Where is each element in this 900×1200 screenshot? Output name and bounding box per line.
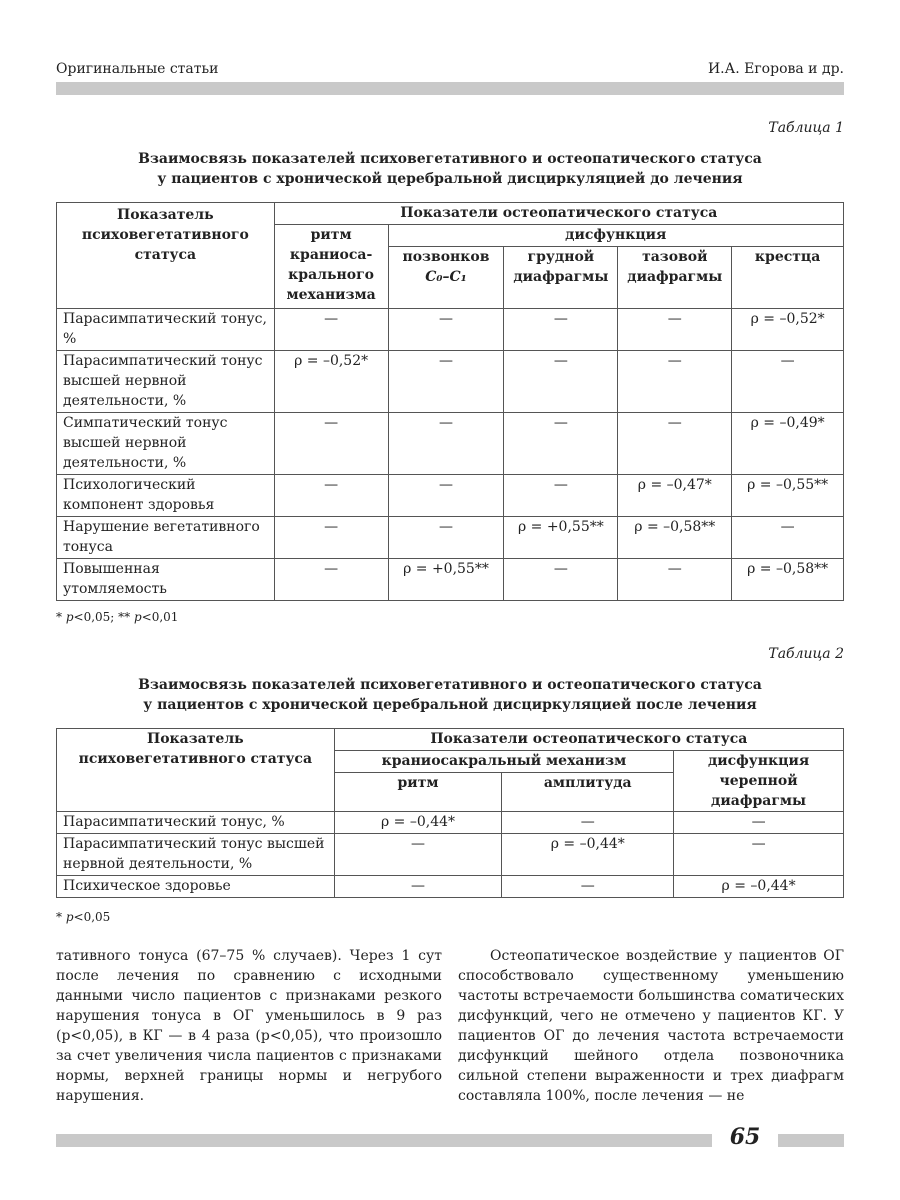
footnote-p: p xyxy=(133,610,142,624)
cell: — xyxy=(388,413,504,475)
cell: — xyxy=(618,559,732,601)
cell: — xyxy=(732,351,844,413)
cell: ρ = –0,58** xyxy=(618,517,732,559)
footnote-text: <0,05; ** xyxy=(73,610,134,624)
cell: — xyxy=(274,517,388,559)
table1-header-rhythm: ритм краниоса-крального механизма xyxy=(274,225,388,309)
table2-header-row-label: Показатель психовегетативного статуса xyxy=(57,729,335,812)
table1-header-pelvic: тазовой диафрагмы xyxy=(618,247,732,309)
cell: ρ = –0,47* xyxy=(618,475,732,517)
cell: — xyxy=(388,517,504,559)
table-row xyxy=(57,834,844,876)
cell: — xyxy=(504,475,618,517)
row-label: Симпатический тонус высшей нервной деятельности, % xyxy=(57,413,275,475)
table-row xyxy=(57,309,844,351)
cell: ρ = –0,49* xyxy=(732,413,844,475)
cell: — xyxy=(274,559,388,601)
cell: — xyxy=(618,413,732,475)
cell: — xyxy=(388,475,504,517)
footer-rule-left xyxy=(56,1134,712,1147)
table2-header-rhythm: ритм xyxy=(334,773,502,812)
cell: — xyxy=(674,834,844,876)
table1-footnote xyxy=(56,610,178,624)
row-label: Нарушение вегетативного тонуса xyxy=(57,517,275,559)
table2 xyxy=(56,728,844,898)
cell: ρ = –0,52* xyxy=(732,309,844,351)
table1-title-line1: Взаимосвязь показателей психовегетативного и остеопатического статуса xyxy=(138,151,762,167)
table2-header-amplitude: амплитуда xyxy=(502,773,674,812)
cell: ρ = –0,44* xyxy=(674,876,844,898)
table1-title-line2: у пациентов с хронической церебральной дисциркуляцией до лечения xyxy=(157,171,743,187)
footnote-text: * xyxy=(56,610,66,624)
footnote-p: p xyxy=(65,610,74,624)
table1-header-vertebrae-label: позвонков xyxy=(402,249,490,265)
table1-header-vertebrae-sub: C₀–C₁ xyxy=(425,269,467,285)
header-rule xyxy=(56,82,844,95)
cell: — xyxy=(674,812,844,834)
cell: — xyxy=(334,834,502,876)
table-row xyxy=(57,351,844,413)
footnote-text: <0,05 xyxy=(73,910,111,924)
cell: ρ = +0,55** xyxy=(388,559,504,601)
cell: — xyxy=(274,309,388,351)
table-row xyxy=(57,559,844,601)
authors: И.А. Егорова и др. xyxy=(707,61,844,77)
table-row xyxy=(57,876,844,898)
table2-title-line2: у пациентов с хронической церебральной дисциркуляцией после лечения xyxy=(143,697,757,713)
row-label: Парасимпатический тонус, % xyxy=(57,309,275,351)
cell: — xyxy=(618,309,732,351)
table1-header-thoracic: грудной диафрагмы xyxy=(504,247,618,309)
table1-header-sacrum: крестца xyxy=(732,247,844,309)
table-row xyxy=(57,413,844,475)
body-paragraph: Остеопатическое воздействие у пациентов ОГ способствовало существенному уменьшению частоты встречаемости большинства соматических дисфункций, чего не отмечено у пациентов КГ. У пациентов ОГ до лечения частота встречаемости дисфункций шейного отдела позвоночника сильной степени выраженности и трех диафрагм составляла 100%, после лечения — не xyxy=(458,948,844,1104)
table2-title xyxy=(56,675,844,715)
row-label: Повышенная утомляемость xyxy=(57,559,275,601)
cell: — xyxy=(502,876,674,898)
footnote-text: <0,01 xyxy=(141,610,179,624)
cell: ρ = –0,44* xyxy=(334,812,502,834)
row-label: Парасимпатический тонус высшей нервной деятельности, % xyxy=(57,351,275,413)
table1-header-group: Показатели остеопатического статуса xyxy=(274,203,843,225)
table1 xyxy=(56,202,844,601)
cell: — xyxy=(504,351,618,413)
row-label: Парасимпатический тонус, % xyxy=(57,812,335,834)
cell: ρ = –0,52* xyxy=(274,351,388,413)
cell: — xyxy=(502,812,674,834)
table1-header-row-label: Показатель психовегетативного статуса xyxy=(57,203,275,309)
table1-title xyxy=(56,149,844,189)
cell: ρ = +0,55** xyxy=(504,517,618,559)
table-row xyxy=(57,812,844,834)
cell: — xyxy=(274,475,388,517)
page-number: 65 xyxy=(729,1124,761,1150)
table2-header-mechanism: краниосакральный механизм xyxy=(334,751,673,773)
table2-header-group: Показатели остеопатического статуса xyxy=(334,729,843,751)
table2-title-line1: Взаимосвязь показателей психовегетативного и остеопатического статуса xyxy=(138,677,762,693)
table1-label: Таблица 1 xyxy=(768,120,844,136)
running-header xyxy=(56,61,844,81)
cell: — xyxy=(388,351,504,413)
table1-header-dysfunction: дисфункция xyxy=(388,225,843,247)
table-row xyxy=(57,475,844,517)
table1-header-vertebrae xyxy=(388,247,504,309)
section-name: Оригинальные статьи xyxy=(56,61,219,77)
body-paragraph: тативного тонуса (67–75 % случаев). Через 1 сут после лечения по сравнению с исходными данными число пациентов с признаками резкого нарушения тонуса в ОГ уменьшилось в 9 раз (p<0,05), в КГ — в 4 раза (p<0,05), что произошло за счет увеличения числа пациентов с признаками нормы, верхней границы нормы и негрубого нарушения. xyxy=(56,948,442,1104)
footnote-p: p xyxy=(65,910,74,924)
cell: — xyxy=(504,559,618,601)
table2-footnote xyxy=(56,910,110,924)
cell: — xyxy=(504,413,618,475)
cell: ρ = –0,58** xyxy=(732,559,844,601)
table-row xyxy=(57,517,844,559)
row-label: Парасимпатический тонус высшей нервной деятельности, % xyxy=(57,834,335,876)
cell: — xyxy=(618,351,732,413)
body-column-left xyxy=(56,946,442,1106)
cell: — xyxy=(732,517,844,559)
cell: — xyxy=(274,413,388,475)
cell: — xyxy=(388,309,504,351)
row-label: Психологический компонент здоровья xyxy=(57,475,275,517)
cell: ρ = –0,44* xyxy=(502,834,674,876)
body-column-right xyxy=(458,946,844,1106)
table2-label: Таблица 2 xyxy=(768,646,844,662)
row-label: Психическое здоровье xyxy=(57,876,335,898)
footer-rule-right xyxy=(778,1134,844,1147)
cell: ρ = –0,55** xyxy=(732,475,844,517)
table2-header-dysfunction: дисфункция черепной диафрагмы xyxy=(674,751,844,812)
cell: — xyxy=(334,876,502,898)
cell: — xyxy=(504,309,618,351)
footnote-text: * xyxy=(56,910,66,924)
